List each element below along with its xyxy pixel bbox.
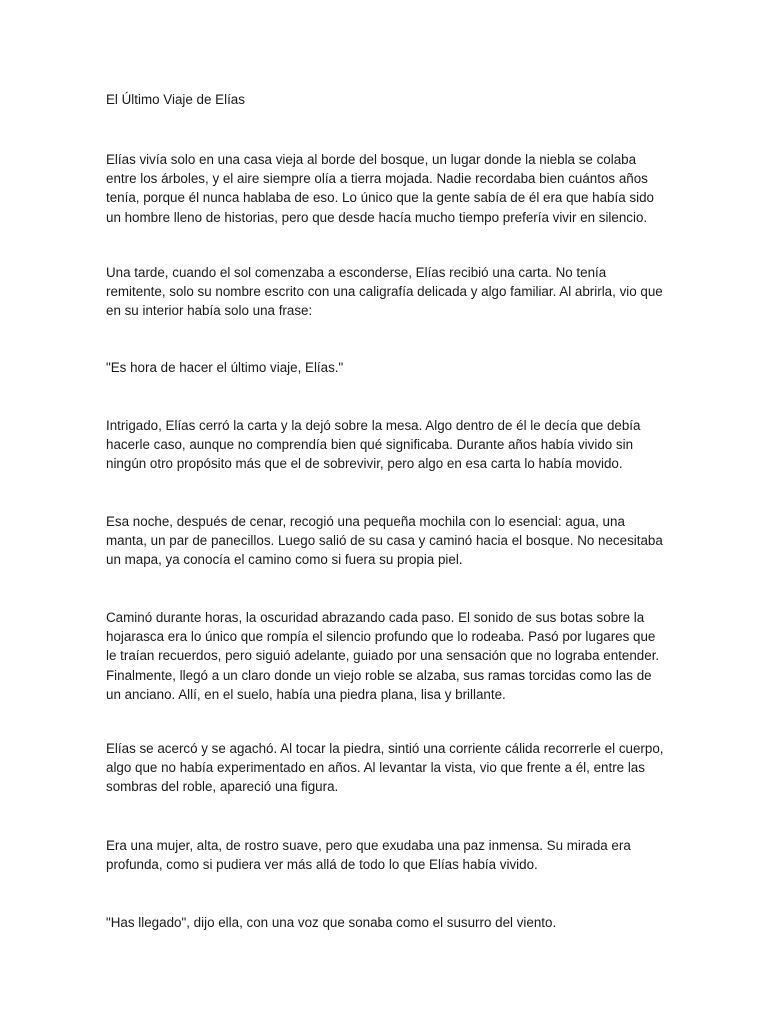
paragraph-1: Elías vivía solo en una casa vieja al borde del bosque, un lugar donde la niebla se colaba entre los árboles, y el aire siempre olía a tierra mojada. Nadie recordaba bien cuántos años tenía, porque él nunca hablaba de eso. Lo único que la gente sabía de él era que había sido un hombre lleno de historias, pero que desde hacía mucho tiempo prefería vivir en silencio.	[106, 152, 654, 225]
document-title: El Último Viaje de Elías	[106, 92, 245, 107]
paragraph-3: "Es hora de hacer el último viaje, Elías."	[106, 360, 344, 375]
paragraph-6: Caminó durante horas, la oscuridad abrazando cada paso. El sonido de sus botas sobre la hojarasca era lo único que rompía el silencio profundo que lo rodeaba. Pasó por lugares que le traían recuerdos, pero siguió adelante, guiado por una sensación que no lograba entender. Finalmente, llegó a un claro donde un viejo roble se alzaba, sus ramas torcidas como las de un anciano. Allí, en el suelo, había una piedra plana, lisa y brillante.	[106, 610, 660, 702]
paragraph-2: Una tarde, cuando el sol comenzaba a esconderse, Elías recibió una carta. No tenía remitente, solo su nombre escrito con una caligrafía delicada y algo familiar. Al abrirla, vio que en su interior había solo una frase:	[106, 265, 663, 319]
paragraph-7: Elías se acercó y se agachó. Al tocar la piedra, sintió una corriente cálida recorrerle el cuerpo, algo que no había experimentado en años. Al levantar la vista, vio que frente a él, entre las sombras del roble, apareció una figura.	[106, 741, 664, 795]
paragraph-8: Era una mujer, alta, de rostro suave, pero que exudaba una paz inmensa. Su mirada era profunda, como si pudiera ver más allá de todo lo que Elías había vivido.	[106, 838, 631, 873]
paragraph-4: Intrigado, Elías cerró la carta y la dejó sobre la mesa. Algo dentro de él le decía que debía hacerle caso, aunque no comprendía bien qué significaba. Durante años había vivido sin ningún otro propósito más que el de sobrevivir, pero algo en esa carta lo había movido.	[106, 418, 641, 472]
document-page	[106, 90, 666, 930]
paragraph-9: "Has llegado", dijo ella, con una voz que sonaba como el susurro del viento.	[106, 915, 557, 930]
paragraph-5: Esa noche, después de cenar, recogió una pequeña mochila con lo esencial: agua, una manta, un par de panecillos. Luego salió de su casa y caminó hacia el bosque. No necesitaba un mapa, ya conocía el camino como si fuera su propia piel.	[106, 514, 663, 568]
